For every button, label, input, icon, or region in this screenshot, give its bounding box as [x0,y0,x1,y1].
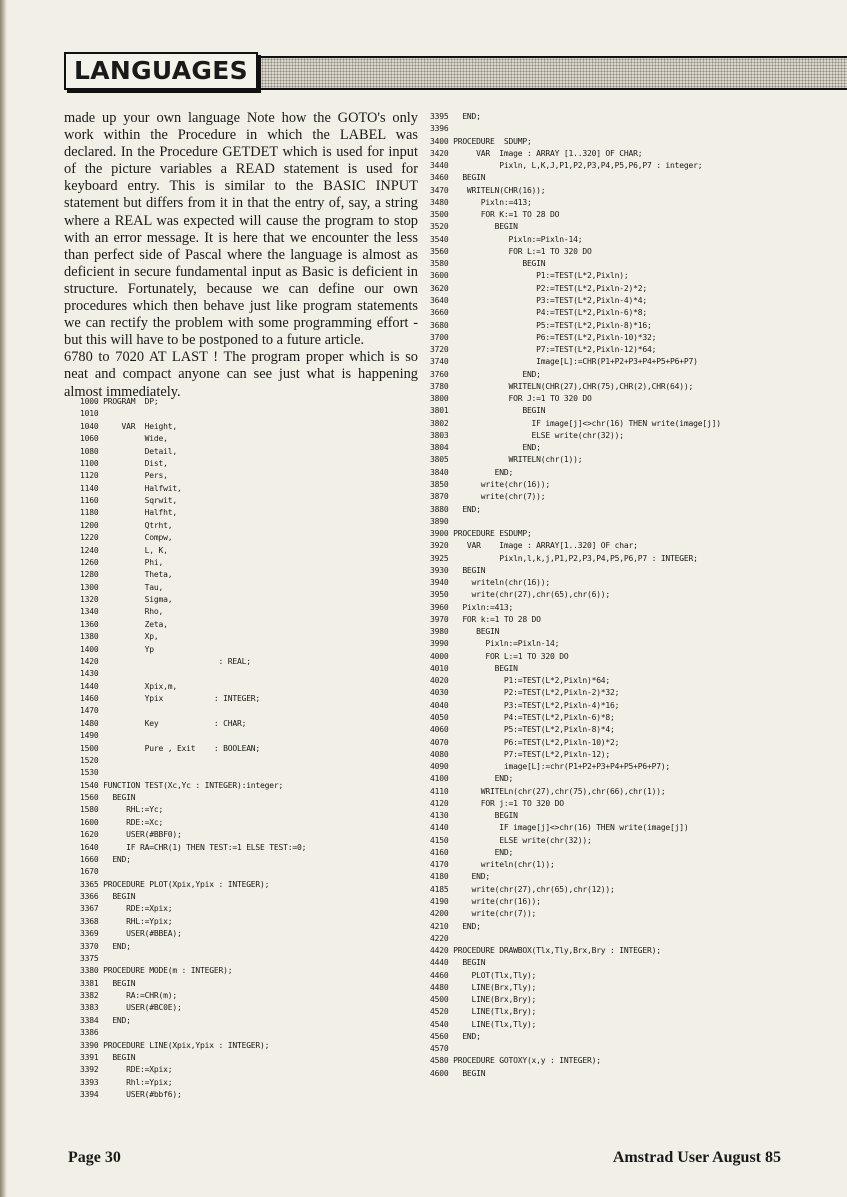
code-line: 3900 PROCEDURE ESDUMP; [430,529,532,539]
code-line: 3368 RHL:=Ypix; [80,916,173,926]
code-line: 4090 image[L]:=chr(P1+P2+P3+P4+P5+P6+P7); [430,762,671,772]
code-line: 3440 Pixln, L,K,J,P1,P2,P3,P4,P5,P6,P7 : integer; [430,161,703,171]
publication-footer: Amstrad User August 85 [612,1149,781,1166]
code-line: 3375 [80,953,99,963]
code-line: 3470 WRITELN(CHR(16)); [430,185,546,195]
code-line: 1260 Phi, [80,557,164,567]
code-line: 3500 FOR K:=1 TO 28 DO [430,210,560,220]
code-line: 3366 BEGIN [80,892,136,901]
code-line: 3382 RA:=CHR(m); [80,991,177,1000]
code-line: 3390 PROCEDURE LINE(Xpix,Ypix : INTEGER); [80,1040,270,1050]
code-listing-left [80,396,306,1101]
code-line: 4170 writeln(chr(1)); [430,860,555,870]
code-line: 3480 Pixln:=413; [430,197,532,207]
code-line: 1540 FUNCTION TEST(Xc,Yc : INTEGER):integer; [80,780,284,790]
code-line: 1080 Detail, [80,446,177,456]
code-line: 3940 writeln(chr(16)); [430,578,551,588]
article-paragraph: made up your own language Note how the GOTO's only work within the Procedure in which the LABEL was declared. In the Procedure GETDET which is used for input of the picture variables a READ statement is used for keyboard entry. This is similar to the BASIC INPUT statement but differs from it in that the entry of, say, a string where a REAL was expected will cause the program to stop with an error message. It is here that we encounter the less than perfect side of Pascal where the language is almost as deficient in secure fundamental input as Basic is deficient in structure. Fortunately, because we can define our own procedures which then behave just like program statements we can rectify the problem with some programming effort - but this will have to be postponed to a future article. [64,110,418,349]
code-line: 3394 USER(#bbf6); [80,1090,182,1099]
code-line: 3803 ELSE write(chr(32)); [430,430,624,440]
code-line: 3540 Pixln:=Pixln-14; [430,234,583,244]
code-line: 1620 USER(#BBF0); [80,830,182,840]
code-line: 3950 write(chr(27),chr(65),chr(6)); [430,590,611,600]
code-line: 4150 ELSE write(chr(32)); [430,835,592,845]
code-line: 1420 : REAL; [80,656,251,666]
code-line: 3880 END; [430,504,481,514]
section-header [64,52,847,90]
code-line: 4460 PLOT(Tlx,Tly); [430,970,537,980]
code-line: 3395 END; [430,112,481,121]
code-line: 4140 IF image[j]<>chr(16) THEN write(image[j]) [430,823,689,833]
code-line: 4570 [430,1044,449,1054]
code-line: 1100 Dist, [80,458,168,468]
code-line: 3520 BEGIN [430,222,518,232]
code-line: 1520 [80,755,99,765]
code-line: 3391 BEGIN [80,1052,136,1062]
page-spine-shadow [0,0,7,1197]
code-line: 3801 BEGIN [430,406,546,416]
code-line: 4210 END; [430,921,481,931]
code-line: 3380 PROCEDURE MODE(m : INTEGER); [80,966,233,976]
code-line: 1380 Xp, [80,632,159,642]
code-listing-right [430,111,721,1080]
code-line: 1560 BEGIN [80,793,136,802]
code-line: 3850 write(chr(16)); [430,479,551,489]
code-line: 1360 Zeta, [80,619,168,629]
section-title: LANGUAGES [64,52,258,90]
code-line: 1200 Qtrht, [80,520,173,530]
code-line: 1440 Xpix,m, [80,681,177,691]
code-line: 3381 BEGIN [80,978,136,988]
code-line: 3640 P3:=TEST(L*2,Pixln-4)*4; [430,295,647,305]
code-line: 1470 [80,706,99,716]
code-line: 3970 FOR k:=1 TO 28 DO [430,614,541,624]
code-line: 3365 PROCEDURE PLOT(Xpix,Ypix : INTEGER); [80,879,270,889]
code-line: 1220 Compw, [80,533,173,543]
code-line: 3680 P5:=TEST(L*2,Pixln-8)*16; [430,320,652,330]
code-line: 4180 END; [430,872,491,882]
code-line: 1180 Halfht, [80,508,177,518]
code-line: 3370 END; [80,941,131,951]
code-line: 3396 [430,124,449,134]
code-line: 4440 BEGIN [430,958,486,968]
code-line: 3930 BEGIN [430,565,486,575]
code-line: 3802 IF image[j]<>chr(16) THEN write(image[j]) [430,418,721,428]
code-line: 1010 [80,409,99,419]
code-line: 4100 END; [430,774,514,784]
code-line: 1640 IF RA=CHR(1) THEN TEST:=1 ELSE TEST:=0; [80,842,307,852]
article-paragraph: 6780 to 7020 AT LAST ! The program proper which is so neat and compact anyone can see just what is happening almost immediately. [64,349,418,400]
code-line: 3560 FOR L:=1 TO 320 DO [430,246,592,256]
code-line: 1300 Tau, [80,582,164,592]
code-line: 4420 PROCEDURE DRAWBOX(Tlx,Tly,Brx,Bry : INTEGER); [430,946,661,956]
code-line: 4480 LINE(Brx,Tly); [430,982,537,992]
code-line: 3392 RDE:=Xpix; [80,1065,173,1075]
code-line: 3804 END; [430,443,541,453]
code-line: 4160 END; [430,847,514,857]
code-line: 4070 P6:=TEST(L*2,Pixln-10)*2; [430,737,620,747]
code-line: 4120 FOR j:=1 TO 320 DO [430,798,564,808]
code-line: 3620 P2:=TEST(L*2,Pixln-2)*2; [430,283,647,293]
code-line: 3580 BEGIN [430,259,546,269]
code-line: 3720 P7:=TEST(L*2,Pixln-12)*64; [430,345,657,355]
code-line: 1000 PROGRAM DP; [80,397,159,406]
code-line: 3980 BEGIN [430,627,500,637]
code-line: 4080 P7:=TEST(L*2,Pixln-12); [430,749,611,759]
code-line: 4600 BEGIN [430,1068,486,1078]
code-line: 4220 [430,933,449,943]
code-line: 4000 FOR L:=1 TO 320 DO [430,651,569,661]
code-line: 3920 VAR Image : ARRAY[1..320] OF char; [430,541,638,551]
code-line: 4580 PROCEDURE GOTOXY(x,y : INTEGER); [430,1056,601,1066]
code-line: 1120 Pers, [80,471,168,481]
code-line: 1400 Yp [80,644,154,654]
code-line: 4030 P2:=TEST(L*2,Pixln-2)*32; [430,688,620,698]
code-line: 4110 WRITELn(chr(27),chr(75),chr(66),chr(1)); [430,786,666,796]
code-line: 3990 Pixln:=Pixln-14; [430,639,560,649]
code-line: 3925 Pixln,l,k,j,P1,P2,P3,P4,P5,P6,P7 : INTEGER; [430,553,698,563]
code-line: 1280 Theta, [80,570,173,580]
code-line: 3400 PROCEDURE SDUMP; [430,136,532,146]
code-line: 3600 P1:=TEST(L*2,Pixln); [430,271,629,281]
code-line: 1480 Key : CHAR; [80,718,247,728]
code-line: 1460 Ypix : INTEGER; [80,694,261,703]
code-line: 1040 VAR Height, [80,421,177,431]
header-dot-band [240,56,847,90]
code-line: 4060 P5:=TEST(L*2,Pixln-8)*4; [430,725,615,735]
code-line: 4185 write(chr(27),chr(65),chr(12)); [430,884,615,894]
code-line: 3367 RDE:=Xpix; [80,904,173,914]
code-line: 3386 [80,1028,99,1038]
code-line: 1160 Sqrwit, [80,496,177,505]
code-line: 4560 END; [430,1031,481,1041]
code-line: 3420 VAR Image : ARRAY [1..320] OF CHAR; [430,148,643,158]
code-line: 1140 Halfwit, [80,483,182,493]
code-line: 1670 [80,867,99,877]
code-line: 3384 END; [80,1015,131,1025]
code-line: 4010 BEGIN [430,663,518,673]
code-line: 3890 [430,516,449,526]
code-line: 3393 Rhl:=Ypix; [80,1077,173,1087]
code-line: 4040 P3:=TEST(L*2,Pixln-4)*16; [430,700,620,710]
article-body [64,110,418,401]
code-line: 3383 USER(#BC0E); [80,1003,182,1013]
code-line: 4130 BEGIN [430,811,518,821]
code-line: 4050 P4:=TEST(L*2,Pixln-6)*8; [430,713,615,723]
code-line: 1490 [80,731,99,741]
code-line: 1660 END; [80,854,131,864]
code-line: 3660 P4:=TEST(L*2,Pixln-6)*8; [430,308,647,318]
code-line: 1430 [80,669,99,679]
code-line: 1530 [80,768,99,778]
code-line: 3960 Pixln:=413; [430,602,514,612]
code-line: 4190 write(chr(16)); [430,897,541,906]
code-line: 1600 RDE:=Xc; [80,817,164,827]
code-line: 3700 P6:=TEST(L*2,Pixln-10)*32; [430,332,657,342]
code-line: 3800 FOR J:=1 TO 320 DO [430,394,592,404]
code-line: 1500 Pure , Exit : BOOLEAN; [80,743,261,753]
page-number: Page 30 [68,1149,121,1166]
code-line: 3780 WRITELN(CHR(27),CHR(75),CHR(2),CHR(64)); [430,381,694,391]
code-line: 1340 Rho, [80,607,164,617]
code-line: 4540 LINE(Tlx,Tly); [430,1019,537,1029]
code-line: 4520 LINE(Tlx,Bry); [430,1007,537,1017]
code-line: 3460 BEGIN [430,173,486,183]
code-line: 4020 P1:=TEST(L*2,Pixln)*64; [430,676,611,686]
code-line: 3870 write(chr(7)); [430,492,546,502]
code-line: 4500 LINE(Brx,Bry); [430,995,537,1005]
code-line: 3369 USER(#BBEA); [80,929,182,939]
code-line: 1240 L, K, [80,545,168,555]
code-line: 1060 Wide, [80,434,168,444]
code-line: 4200 write(chr(7)); [430,909,537,919]
code-line: 3740 Image[L]:=CHR(P1+P2+P3+P4+P5+P6+P7) [430,357,698,367]
code-line: 3760 END; [430,369,541,379]
code-line: 3805 WRITELN(chr(1)); [430,455,583,465]
code-line: 3840 END; [430,467,514,477]
code-line: 1320 Sigma, [80,595,173,604]
code-line: 1580 RHL:=Yc; [80,805,164,815]
